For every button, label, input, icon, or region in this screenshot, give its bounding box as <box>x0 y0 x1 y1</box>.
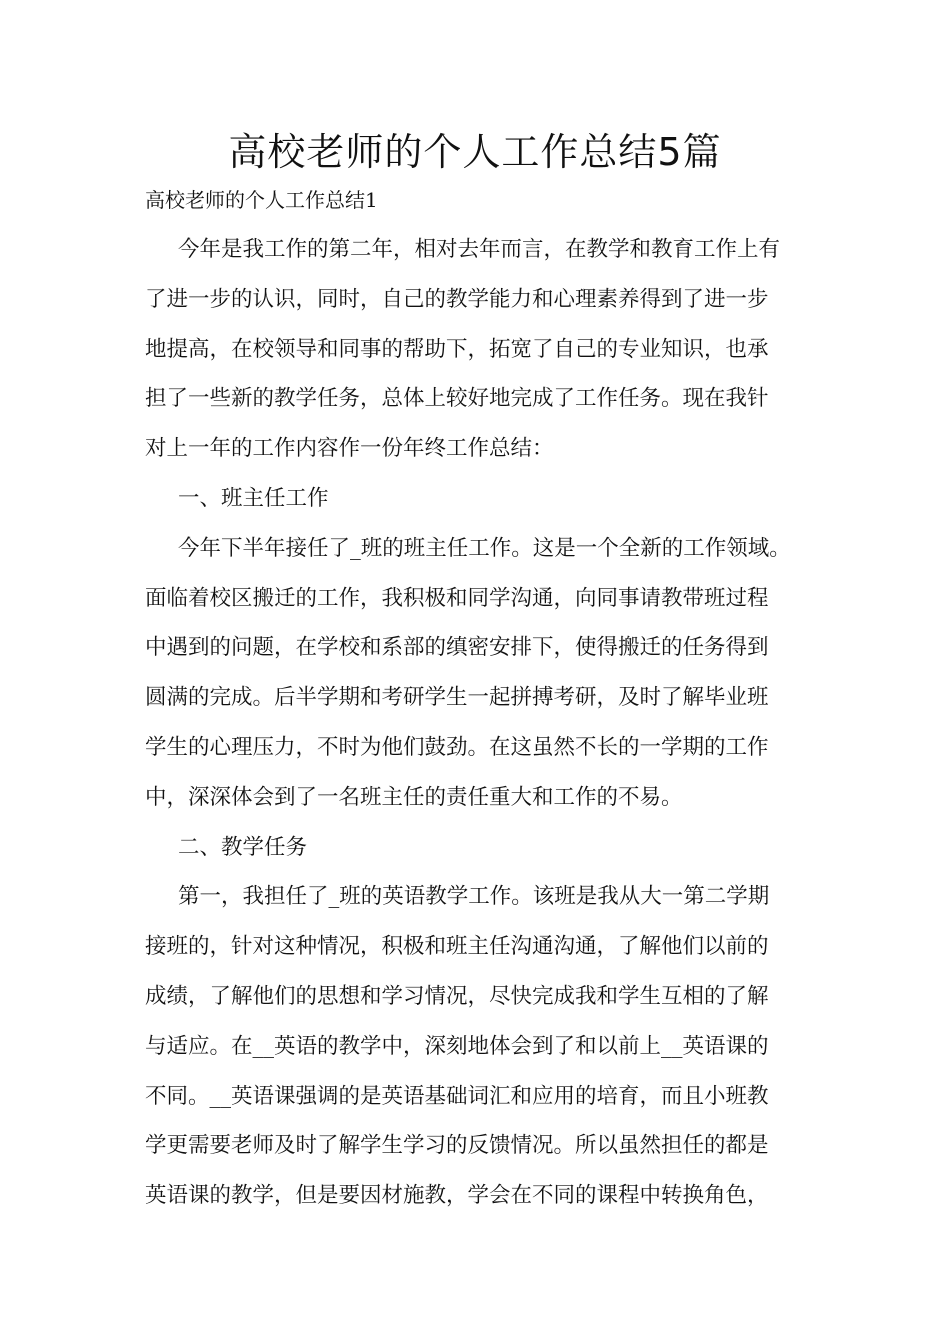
paragraph-2-line-4: 圆满的完成。后半学期和考研学生一起拼搏考研，及时了解毕业班 <box>145 685 769 711</box>
paragraph-2-line-2: 面临着校区搬迁的工作，我积极和同学沟通，向同事请教带班过程 <box>145 585 769 611</box>
paragraph-3-line-3: 成绩，了解他们的思想和学习情况，尽快完成我和学生互相的了解 <box>145 983 769 1009</box>
paragraph-1-line-4: 担了一些新的教学任务，总体上较好地完成了工作任务。现在我针 <box>145 386 769 412</box>
section-heading-2: 二、教学任务 <box>178 834 308 860</box>
paragraph-1-line-2: 了进一步的认识，同时，自己的教学能力和心理素养得到了进一步 <box>145 286 769 312</box>
paragraph-2-line-6: 中，深深体会到了一名班主任的责任重大和工作的不易。 <box>145 784 683 810</box>
paragraph-3-line-2: 接班的，针对这种情况，积极和班主任沟通沟通，了解他们以前的 <box>145 934 769 960</box>
paragraph-1-line-5: 对上一年的工作内容作一份年终工作总结： <box>145 436 554 462</box>
paragraph-2-line-3: 中遇到的问题，在学校和系部的缜密安排下，使得搬迁的任务得到 <box>145 635 769 661</box>
paragraph-3-line-5: 不同。__英语课强调的是英语基础词汇和应用的培育，而且小班教 <box>145 1083 769 1109</box>
paragraph-1-line-3: 地提高，在校领导和同事的帮助下，拓宽了自己的专业知识，也承 <box>145 336 769 362</box>
paragraph-3-line-7: 英语课的教学，但是要因材施教，学会在不同的课程中转换角色， <box>145 1183 769 1209</box>
paragraph-3-line-6: 学更需要老师及时了解学生学习的反馈情况。所以虽然担任的都是 <box>145 1133 769 1159</box>
paragraph-2-line-5: 学生的心理压力，不时为他们鼓劲。在这虽然不长的一学期的工作 <box>145 734 769 760</box>
document-body <box>145 234 805 1230</box>
paragraph-3-line-4: 与适应。在__英语的教学中，深刻地体会到了和以前上__英语课的 <box>145 1033 769 1059</box>
paragraph-1-line-1: 今年是我工作的第二年，相对去年而言，在教学和教育工作上有 <box>178 237 781 262</box>
section-heading-1: 一、班主任工作 <box>178 485 329 511</box>
document-subtitle: 高校老师的个人工作总结1 <box>145 188 378 212</box>
paragraph-3-line-1: 第一，我担任了_班的英语教学工作。该班是我从大一第二学期 <box>178 884 770 910</box>
document-title: 高校老师的个人工作总结5篇 <box>228 130 722 174</box>
paragraph-2-line-1: 今年下半年接任了_班的班主任工作。这是一个全新的工作领域。 <box>178 535 791 561</box>
